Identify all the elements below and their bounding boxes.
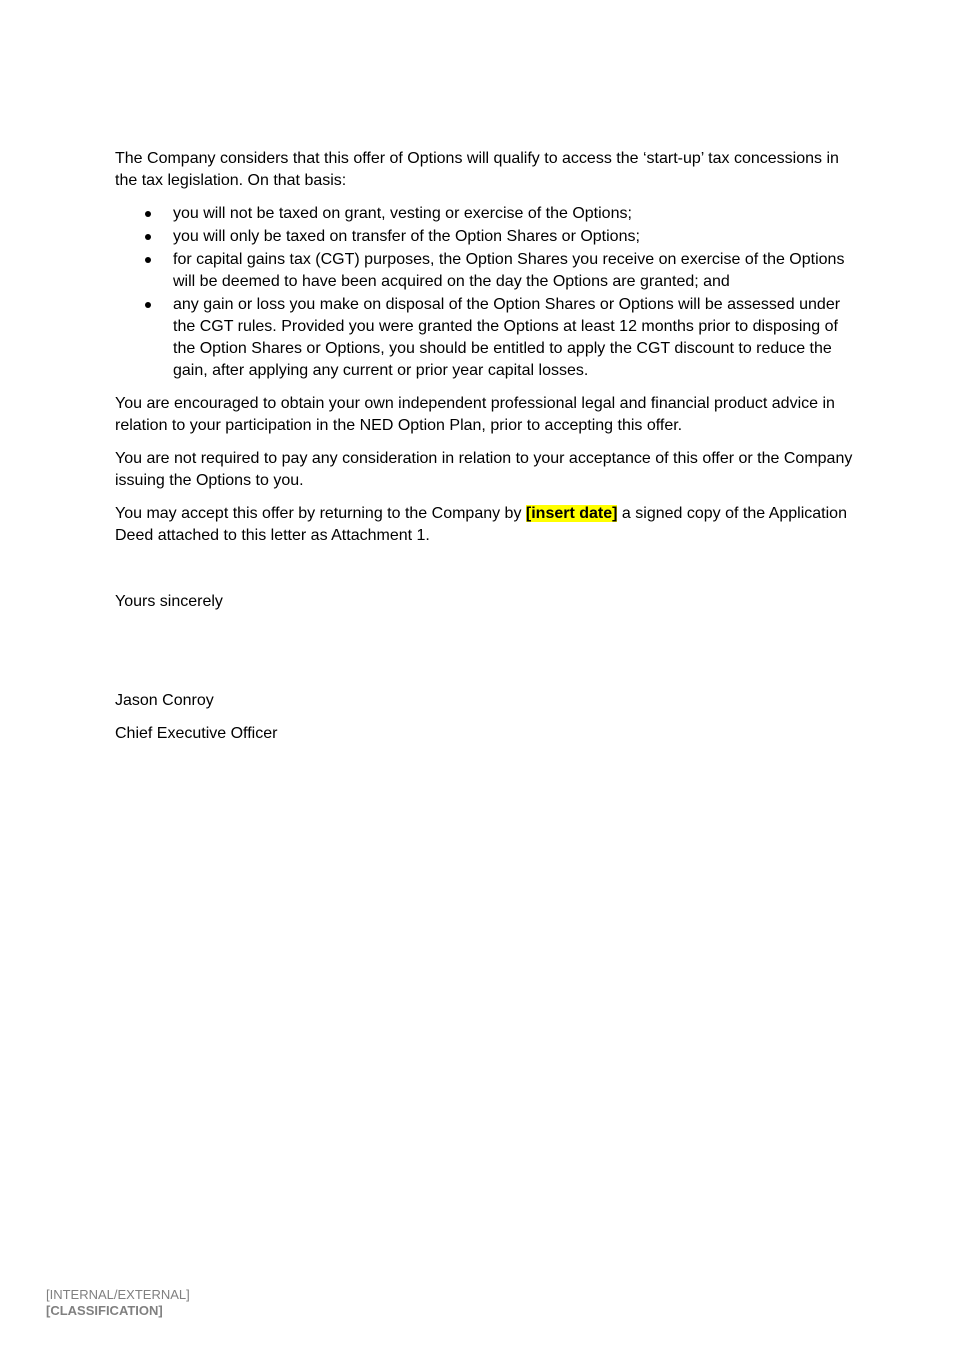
intro-paragraph: The Company considers that this offer of Options will qualify to access the ‘start-up’ tax concessions in the tax legislation. On that basis:	[115, 150, 839, 189]
bullet-icon	[145, 234, 151, 240]
list-item-text: you will only be taxed on transfer of the Option Shares or Options;	[173, 228, 640, 245]
list-item-text: any gain or loss you make on disposal of the Option Shares or Options will be assessed under the CGT rules. Provided you were granted the Options at least 12 months prior to disposing of the Option Shares or Options, you should be entitled to apply the CGT discount to reduce the gain, after applying any current or prior year capital losses.	[173, 296, 841, 379]
list-item	[115, 203, 855, 225]
accept-paragraph	[115, 503, 855, 547]
signature-space	[115, 624, 855, 690]
spacer	[115, 558, 855, 591]
tax-concessions-list	[115, 203, 855, 382]
list-item	[115, 294, 855, 382]
advice-paragraph: You are encouraged to obtain your own independent professional legal and financial product advice in relation to your participation in the NED Option Plan, prior to accepting this offer.	[115, 395, 835, 434]
footer-classification	[46, 1287, 190, 1319]
insert-date-placeholder: [insert date]	[525, 505, 618, 522]
bullet-icon	[145, 211, 151, 217]
bullet-icon	[145, 257, 151, 263]
list-item	[115, 226, 855, 248]
signatory-title: Chief Executive Officer	[115, 725, 278, 742]
consideration-paragraph: You are not required to pay any consideration in relation to your acceptance of this offer or the Company issuing the Options to you.	[115, 450, 853, 489]
footer-line-internal-external: [INTERNAL/EXTERNAL]	[46, 1287, 190, 1302]
letter-body	[115, 148, 855, 756]
footer-line-classification: [CLASSIFICATION]	[46, 1303, 163, 1318]
bullet-icon	[145, 302, 151, 308]
accept-text-before: You may accept this offer by returning to the Company by	[115, 505, 526, 522]
list-item-text: for capital gains tax (CGT) purposes, the Option Shares you receive on exercise of the Options will be deemed to have been acquired on the day the Options are granted; and	[173, 251, 845, 290]
signatory-name: Jason Conroy	[115, 692, 214, 709]
list-item	[115, 249, 855, 293]
closing-salutation: Yours sincerely	[115, 593, 223, 610]
accept-text-after: a signed copy of the Application Deed attached to this letter as Attachment 1.	[115, 505, 847, 544]
list-item-text: you will not be taxed on grant, vesting or exercise of the Options;	[173, 205, 632, 222]
